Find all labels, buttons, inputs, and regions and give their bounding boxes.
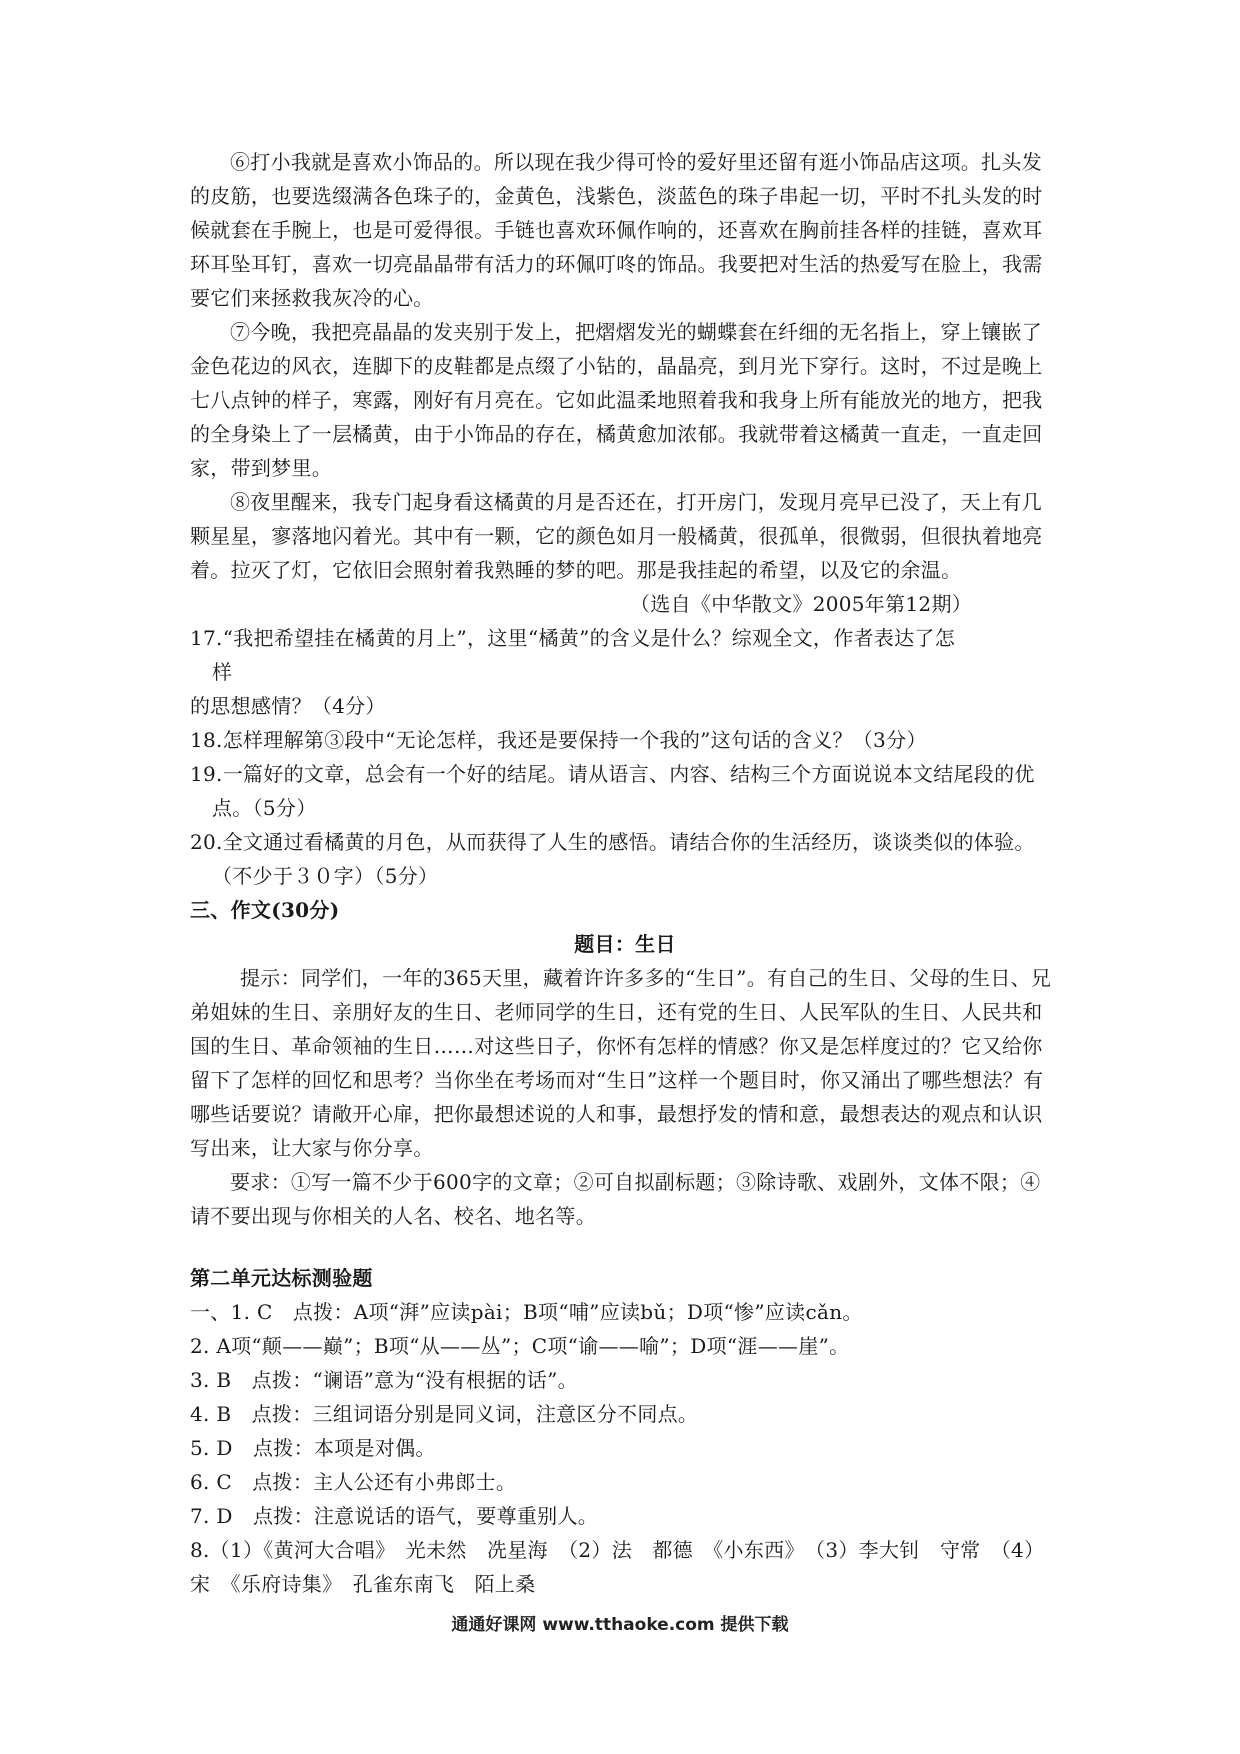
answer-2: 2. A项“颠——巅”；B项“从——丛”；C项“谕——喻”；D项“涯——崖”。 [190, 1334, 850, 1358]
question-18: 18.怎样理解第③段中“无论怎样，我还是要保持一个我的”这句话的含义？（3分） [190, 728, 927, 752]
answer-3: 3. B 点拨：“谰语”意为“没有根据的话”。 [190, 1368, 578, 1392]
page-footer: 通通好课网 www.tthaoke.com 提供下载 [451, 1615, 789, 1635]
section-spacer [190, 1233, 1060, 1261]
question-17-line-3: 的思想感情？（4分） [190, 694, 386, 718]
question-17-line-2: 样 [212, 660, 233, 684]
question-19: 19.一篇好的文章，总会有一个好的结尾。请从语言、内容、结构三个方面说说本文结尾段的优点。（5分） [190, 762, 1035, 820]
answer-4: 4. B 点拨：三组词语分别是同义词，注意区分不同点。 [190, 1402, 699, 1426]
answer-5: 5. D 点拨：本项是对偶。 [190, 1436, 436, 1460]
essay-section-heading: 三、作文(30分) [190, 898, 340, 922]
essay-requirements: 要求：①写一篇不少于600字的文章；②可自拟副标题；③除诗歌、戏剧外，文体不限；④请不要出现与你相关的人名、校名、地名等。 [190, 1170, 1041, 1228]
passage-paragraph-7: ⑦今晚，我把亮晶晶的发夹别于发上，把熠熠发光的蝴蝶套在纤细的无名指上，穿上镶嵌了金色花边的风衣，连脚下的皮鞋都是点缀了小钻的，晶晶亮，到月光下穿行。这时，不过是晚上七八点钟的样子，寒露，刚好有月亮在。它如此温柔地照着我和我身上所有能放光的地方，把我的全身染上了一层橘黄，由于小饰品的存在，橘黄愈加浓郁。我就带着这橘黄一直走，一直走回家，带到梦里。 [190, 320, 1043, 480]
passage-source: （选自《中华散文》2005年第12期） [630, 592, 973, 616]
passage-paragraph-6: ⑥打小我就是喜欢小饰品的。所以现在我少得可怜的爱好里还留有逛小饰品店这项。扎头发的皮筋，也要选缀满各色珠子的，金黄色，浅紫色，淡蓝色的珠子串起一切，平时不扎头发的时候就套在手腕上，也是可爱得很。手链也喜欢环佩作响的，还喜欢在胸前挂各样的挂链，喜欢耳环耳坠耳钉，喜欢一切亮晶晶带有活力的环佩叮咚的饰品。我要把对生活的热爱写在脸上，我需要它们来拯救我灰冷的心。 [190, 150, 1043, 310]
passage-paragraph-8: ⑧夜里醒来，我专门起身看这橘黄的月是否还在，打开房门，发现月亮早已没了，天上有几颗星星，寥落地闪着光。其中有一颗，它的颜色如月一般橘黄，很孤单，很微弱，但很执着地亮着。拉灭了灯，它依旧会照射着我熟睡的梦的吧。那是我挂起的希望，以及它的余温。 [190, 490, 1043, 582]
answer-8: 8.（1）《黄河大合唱》 光未然 冼星海 （2）法 都德 《小东西》 （3）李大钊 守常 （4）宋 《乐府诗集》 孔雀东南飞 陌上桑 [190, 1538, 1045, 1596]
answer-7: 7. D 点拨：注意说话的语气，要尊重别人。 [190, 1504, 599, 1528]
answers-heading: 第二单元达标测验题 [190, 1266, 373, 1290]
answer-6: 6. C 点拨：主人公还有小弗郎士。 [190, 1470, 517, 1494]
answer-1: 一、1. C 点拨：A项“湃”应读pài；B项“哺”应读bǔ；D项“惨”应读cǎn。 [190, 1300, 863, 1324]
document-page [190, 145, 1060, 1601]
question-20: 20.全文通过看橘黄的月色，从而获得了人生的感悟。请结合你的生活经历，谈谈类似的体验。（不少于３０字）（5分） [190, 830, 1035, 888]
essay-title: 题目：生日 [574, 932, 676, 956]
question-17-line-1: 17.“我把希望挂在橘黄的月上”，这里“橘黄”的含义是什么？综观全文，作者表达了怎 [190, 626, 956, 650]
essay-hint: 提示：同学们，一年的365天里，藏着许许多多的“生日”。有自己的生日、父母的生日、兄弟姐妹的生日、亲朋好友的生日、老师同学的生日，还有党的生日、人民军队的生日、人民共和国的生日、革命领袖的生日……对这些日子，你怀有怎样的情感？你又是怎样度过的？它又给你留下了怎样的回忆和思考？当你坐在考场而对“生日”这样一个题目时，你又涌出了哪些想法？有哪些话要说？请敞开心扉，把你最想述说的人和事，最想抒发的情和意，最想表达的观点和认识写出来，让大家与你分享。 [190, 966, 1052, 1160]
